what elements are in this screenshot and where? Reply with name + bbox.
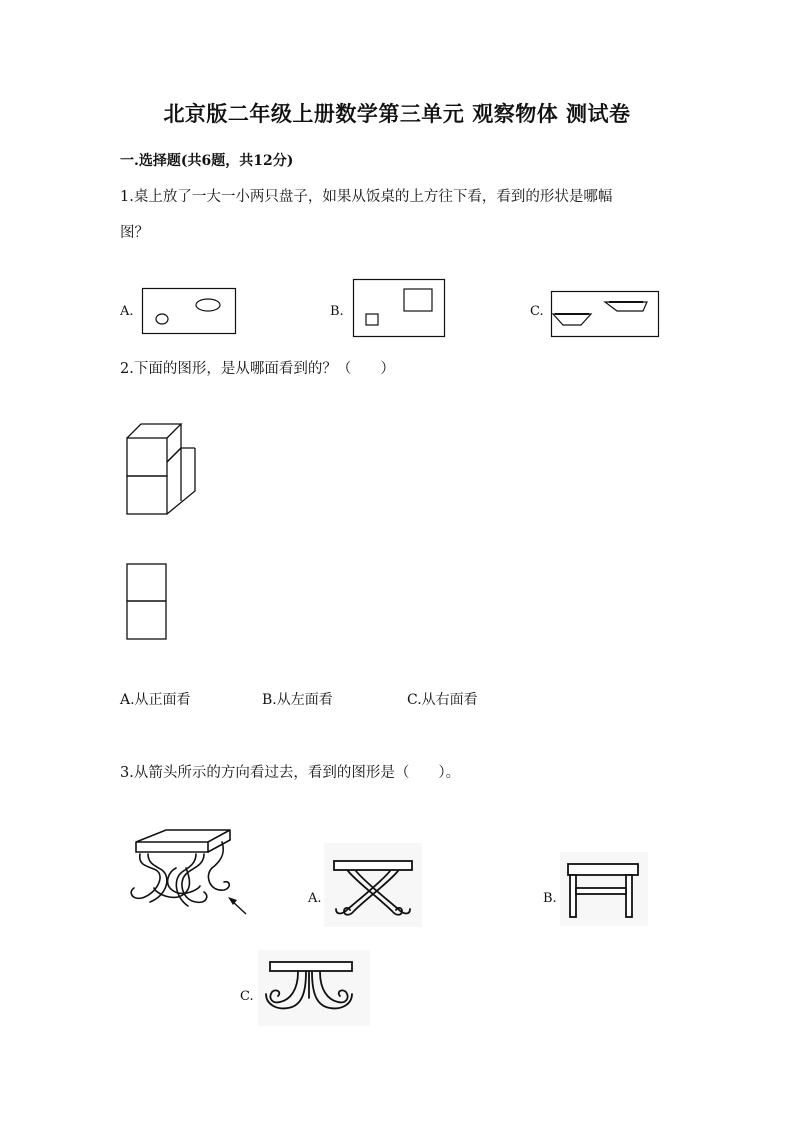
q3-option-c-label: C. <box>240 989 254 1004</box>
q3-option-a-figure <box>324 843 422 927</box>
stool-seat-front <box>136 842 208 852</box>
q2-cube-stack-figure <box>126 421 198 517</box>
q1-option-a-figure <box>142 288 236 334</box>
seat-top <box>270 962 352 971</box>
q3-stool-perspective-figure <box>126 828 250 920</box>
section-heading: 一.选择题(共6题，共12分) <box>120 153 294 169</box>
question-2-text: 2.下面的图形，是从哪面看到的？（ ） <box>120 361 395 377</box>
small-dish-side <box>553 314 591 325</box>
view-frame <box>354 280 445 337</box>
q2-option-a: A.从正面看 <box>120 692 191 708</box>
q3-option-a-label: A. <box>308 891 322 906</box>
stool-leg <box>176 854 196 906</box>
q1-option-b-figure <box>353 279 445 337</box>
back-cube-edge <box>167 448 181 462</box>
view-frame <box>143 289 236 334</box>
view-upper-square <box>127 564 166 601</box>
q3-option-b-label: B. <box>543 891 557 906</box>
q1-option-c-label: C. <box>530 304 544 319</box>
question-1-line-2: 图？ <box>120 225 149 241</box>
arrow-icon <box>228 897 246 914</box>
image-background <box>324 843 422 927</box>
large-dish-side <box>605 302 647 311</box>
crossbar <box>576 888 626 894</box>
q1-option-a-label: A. <box>120 304 134 319</box>
top-cube-front <box>127 438 167 476</box>
top-cube-top <box>127 424 181 438</box>
q3-option-b-figure <box>560 852 648 926</box>
q1-option-c-figure <box>551 291 659 337</box>
large-square <box>404 289 432 311</box>
small-plate <box>156 314 168 324</box>
question-1-line-1: 1.桌上放了一大一小两只盘子，如果从饭桌的上方往下看，看到的形状是哪幅 <box>120 189 613 205</box>
view-lower-square <box>127 601 166 639</box>
stool-seat-edge <box>208 840 230 852</box>
q2-option-b: B.从左面看 <box>262 692 333 708</box>
q2-view-figure <box>126 563 168 641</box>
stool-leg <box>168 868 200 893</box>
right-leg <box>626 875 632 917</box>
seat-top <box>334 861 412 870</box>
q1-option-b-label: B. <box>330 304 344 319</box>
seat-top <box>568 864 638 875</box>
small-square <box>366 314 378 325</box>
q2-option-c: C.从右面看 <box>407 692 478 708</box>
q3-option-c-figure <box>258 950 370 1026</box>
bottom-cube-front <box>127 476 167 514</box>
question-3-text: 3.从箭头所示的方向看过去，看到的图形是（ ）。 <box>120 765 461 781</box>
left-leg <box>570 875 576 917</box>
page-title: 北京版二年级上册数学第三单元 观察物体 测试卷 <box>163 101 631 126</box>
large-plate <box>196 299 220 311</box>
stool-seat-top <box>136 830 230 842</box>
